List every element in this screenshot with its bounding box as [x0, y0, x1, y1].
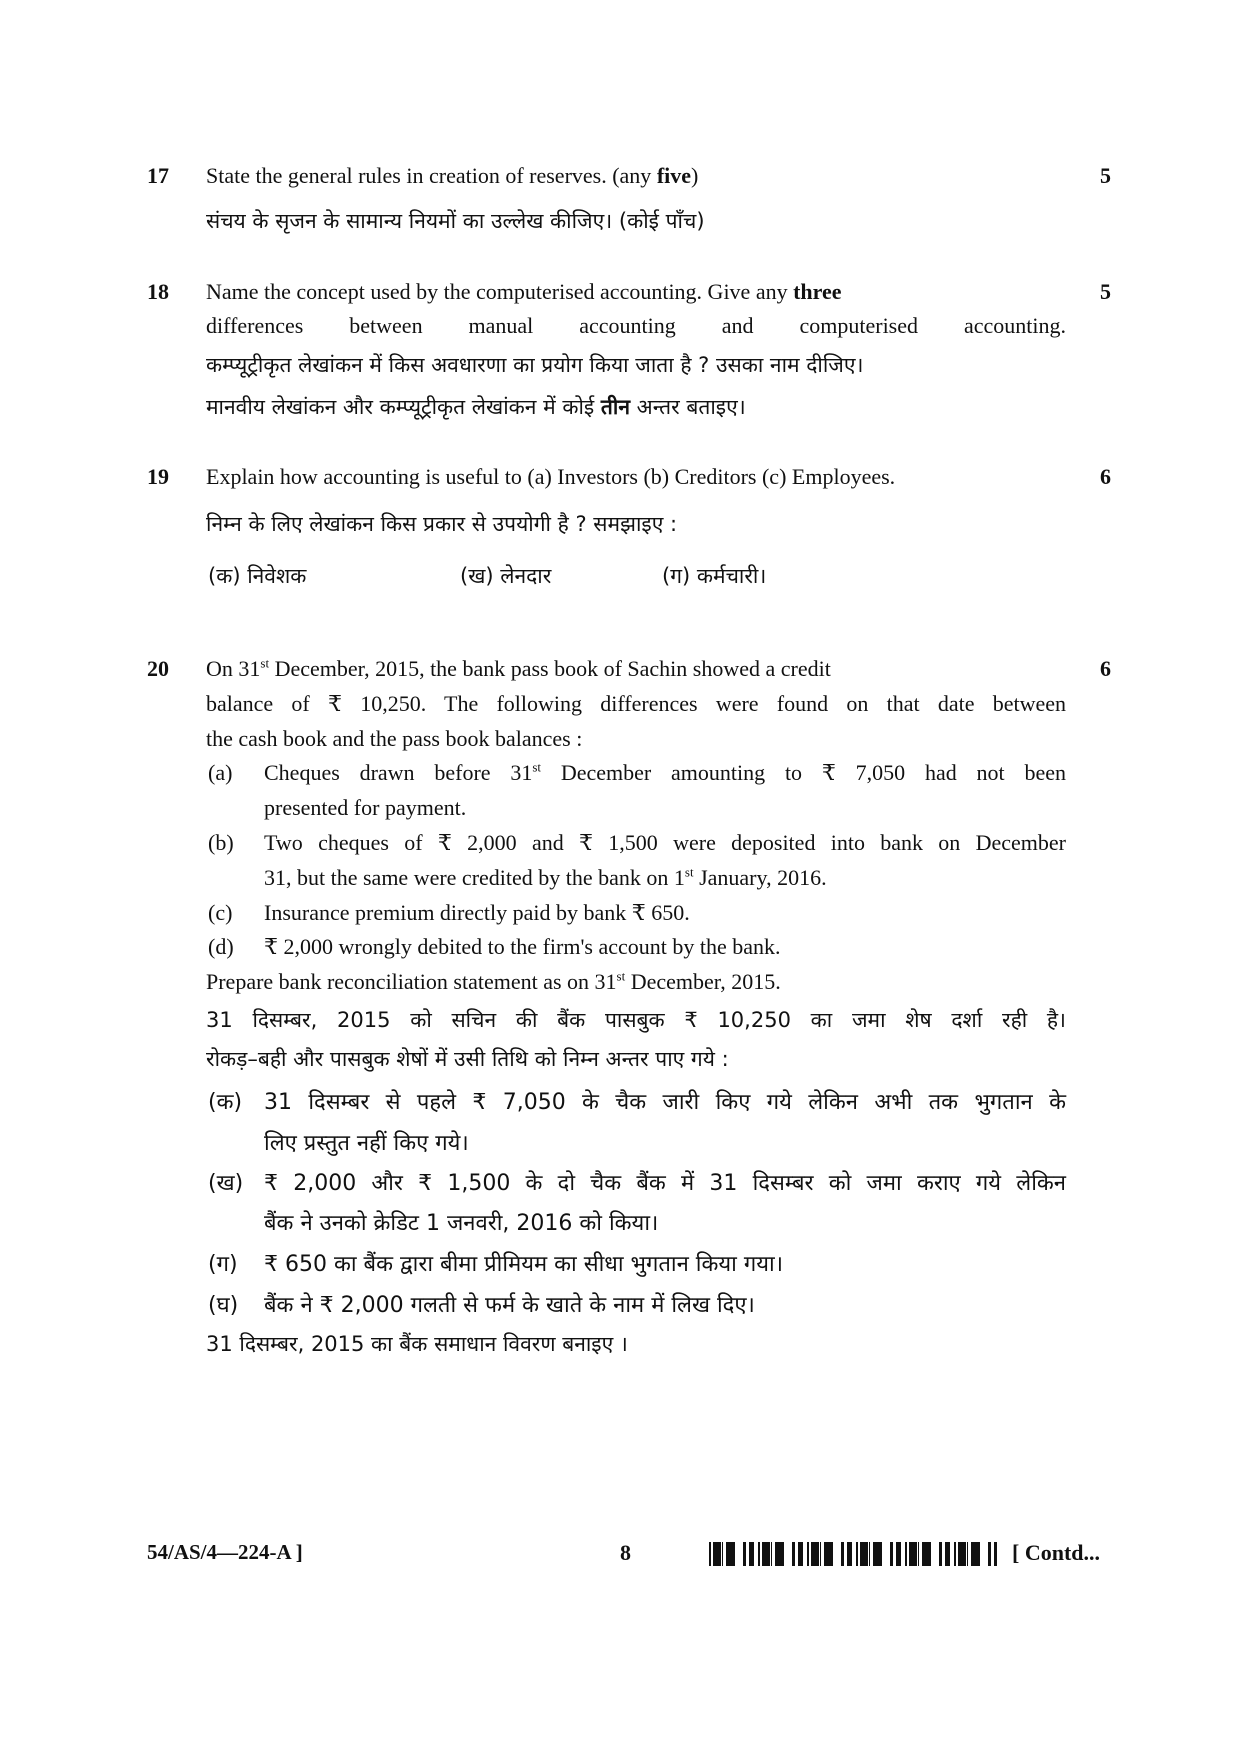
item-label: (d)	[208, 934, 234, 959]
question-text-en: State the general rules in creation of reserves. (any five)	[206, 163, 699, 188]
question-number: 20	[147, 656, 169, 681]
barcode-bar	[775, 1542, 777, 1566]
barcode-bar	[945, 1542, 948, 1566]
barcode-bar	[860, 1542, 863, 1566]
continued-label: [ Contd...	[1012, 1540, 1101, 1565]
barcode-bar	[847, 1542, 850, 1566]
barcode-bar	[863, 1542, 865, 1566]
barcode-bar	[912, 1542, 914, 1566]
question-text-en: On 31st December, 2015, the bank pass book of Sachin showed a credit	[206, 655, 831, 681]
barcode-bar	[814, 1542, 816, 1566]
barcode-bar	[975, 1542, 978, 1566]
barcode-bar	[733, 1542, 735, 1566]
barcode-bar	[722, 1542, 723, 1566]
barcode-bar	[963, 1542, 965, 1566]
barcode-bar	[782, 1542, 784, 1566]
barcode-bar	[988, 1542, 991, 1566]
question-text-hi: कम्प्यूट्रीकृत लेखांकन में किस अवधारणा का प्रयोग किया जाता है ? उसका नाम दीजिए।	[206, 353, 864, 377]
barcode-bar	[890, 1542, 893, 1566]
barcode-bar	[801, 1542, 803, 1566]
question-number: 17	[147, 163, 169, 188]
question-text-hi: संचय के सृजन के सामान्य नियमों का उल्लेख कीजिए। (कोई पाँच)	[206, 209, 705, 233]
barcode-bar	[926, 1542, 929, 1566]
barcode-bar	[831, 1542, 833, 1566]
paper-code: 54/AS/4—224-A ]	[147, 1540, 303, 1564]
barcode-bar	[749, 1542, 752, 1566]
question-marks: 6	[1100, 464, 1111, 489]
question-text-en: the cash book and the pass book balances :	[206, 726, 583, 751]
barcode-bar	[798, 1542, 801, 1566]
barcode-bar	[765, 1542, 767, 1566]
barcode-bar	[867, 1542, 868, 1566]
question-text-en: Name the concept used by the computerised accounting. Give any three	[206, 279, 842, 304]
barcode-bar	[752, 1542, 754, 1566]
item-text: ₹ 2,000 और ₹ 1,500 के दो चैक बैंक में 31 दिसम्बर को जमा कराए गये लेकिन	[264, 1171, 1066, 1196]
barcode-bar	[709, 1542, 711, 1566]
item-label: (b)	[208, 830, 234, 855]
barcode-bar	[877, 1542, 880, 1566]
barcode-bar	[905, 1542, 907, 1566]
barcode-bar	[758, 1542, 760, 1566]
option-a: (क) निवेशक	[208, 564, 307, 588]
barcode-bar	[730, 1542, 733, 1566]
item-label: (क)	[208, 1090, 243, 1115]
barcode-bar	[865, 1542, 867, 1566]
page-number: 8	[620, 1540, 631, 1565]
barcode-bar	[726, 1542, 728, 1566]
barcode-bar	[873, 1542, 875, 1566]
item-label: (a)	[208, 760, 233, 785]
barcode-bar	[841, 1542, 844, 1566]
item-label: (ग)	[208, 1252, 238, 1277]
barcode-bar	[767, 1542, 769, 1566]
barcode-icon	[707, 1542, 997, 1566]
barcode-bar	[899, 1542, 901, 1566]
barcode-bar	[948, 1542, 950, 1566]
barcode-bar	[954, 1542, 956, 1566]
barcode-bar	[924, 1542, 926, 1566]
item-text: ₹ 650 का बैंक द्वारा बीमा प्रीमियम का सीधा भुगतान किया गया।	[264, 1252, 784, 1277]
barcode-bar	[896, 1542, 899, 1566]
barcode-bar	[818, 1542, 819, 1566]
barcode-bar	[792, 1542, 795, 1566]
question-marks: 5	[1100, 279, 1111, 304]
barcode-bar	[777, 1542, 779, 1566]
barcode-bar	[762, 1542, 765, 1566]
barcode-bar	[718, 1542, 720, 1566]
page-footer	[0, 1540, 1241, 1580]
barcode-bar	[978, 1542, 980, 1566]
barcode-bar	[856, 1542, 858, 1566]
barcode-bar	[994, 1542, 997, 1566]
item-text: बैंक ने उनको क्रेडिट 1 जनवरी, 2016 को किया।	[264, 1211, 659, 1236]
barcode-bar	[875, 1542, 877, 1566]
question-text-hi: मानवीय लेखांकन और कम्प्यूट्रीकृत लेखांकन में कोई तीन अन्तर बताइए।	[206, 395, 746, 419]
barcode-bar	[728, 1542, 730, 1566]
question-text-en: differences between manual accounting and computerised accounting.	[206, 313, 1066, 338]
option-c: (ग) कर्मचारी।	[662, 564, 767, 588]
question-marks: 6	[1100, 656, 1111, 681]
barcode-bar	[967, 1542, 968, 1566]
item-text: Two cheques of ₹ 2,000 and ₹ 1,500 were deposited into bank on December	[264, 830, 1066, 855]
barcode-bar	[918, 1542, 919, 1566]
item-text: बैंक ने ₹ 2,000 गलती से फर्म के खाते के नाम में लिख दिए।	[264, 1293, 755, 1318]
question-number: 19	[147, 464, 169, 489]
barcode-bar	[922, 1542, 924, 1566]
barcode-bar	[807, 1542, 809, 1566]
barcode-bar	[971, 1542, 973, 1566]
barcode-bar	[914, 1542, 916, 1566]
barcode-bar	[811, 1542, 814, 1566]
barcode-bar	[958, 1542, 961, 1566]
instruction-en: Prepare bank reconciliation statement as on 31st December, 2015.	[206, 968, 781, 994]
item-text: लिए प्रस्तुत नहीं किए गये।	[264, 1131, 469, 1156]
barcode-bar	[869, 1542, 870, 1566]
barcode-bar	[771, 1542, 772, 1566]
item-text: presented for payment.	[264, 795, 467, 820]
barcode-bar	[824, 1542, 826, 1566]
option-b: (ख) लेनदार	[460, 564, 552, 588]
barcode-bar	[820, 1542, 821, 1566]
question-text-hi: 31 दिसम्बर, 2015 को सचिन की बैंक पासबुक ₹ 10,250 का जमा शेष दर्शा रही है।	[206, 1008, 1066, 1032]
barcode-bar	[880, 1542, 882, 1566]
item-text: ₹ 2,000 wrongly debited to the firm's account by the bank.	[264, 934, 781, 959]
question-text-en: Explain how accounting is useful to (a) Investors (b) Creditors (c) Employees.	[206, 464, 896, 489]
item-text: 31 दिसम्बर से पहले ₹ 7,050 के चैक जारी किए गये लेकिन अभी तक भुगतान के	[264, 1090, 1066, 1115]
barcode-bar	[850, 1542, 852, 1566]
item-text: Insurance premium directly paid by bank ₹ 650.	[264, 900, 690, 925]
barcode-bar	[939, 1542, 942, 1566]
question-number: 18	[147, 279, 169, 304]
question-marks: 5	[1100, 163, 1111, 188]
instruction-hi: 31 दिसम्बर, 2015 का बैंक समाधान विवरण बनाइए ।	[206, 1332, 628, 1356]
barcode-bar	[743, 1542, 746, 1566]
barcode-bar	[779, 1542, 782, 1566]
barcode-bar	[816, 1542, 818, 1566]
barcode-bar	[769, 1542, 770, 1566]
item-label: (घ)	[208, 1293, 239, 1318]
question-text-en: balance of ₹ 10,250. The following differences were found on that date between	[206, 691, 1066, 716]
barcode-bar	[916, 1542, 917, 1566]
item-label: (ख)	[208, 1171, 244, 1196]
barcode-bar	[713, 1542, 716, 1566]
barcode-bar	[929, 1542, 931, 1566]
barcode-bar	[965, 1542, 966, 1566]
barcode-bar	[716, 1542, 718, 1566]
question-text-hi: निम्न के लिए लेखांकन किस प्रकार से उपयोगी है ? समझाइए :	[206, 512, 678, 536]
barcode-bar	[961, 1542, 963, 1566]
question-text-hi: रोकड़–बही और पासबुक शेषों में उसी तिथि को निम्न अन्तर पाए गये :	[206, 1047, 729, 1071]
item-text: 31, but the same were credited by the bank on 1st January, 2016.	[264, 864, 827, 890]
item-text: Cheques drawn before 31st December amounting to ₹ 7,050 had not been	[264, 759, 1066, 785]
barcode-bar	[973, 1542, 975, 1566]
barcode-bar	[720, 1542, 721, 1566]
barcode-bar	[826, 1542, 828, 1566]
item-label: (c)	[208, 900, 233, 925]
barcode-bar	[909, 1542, 912, 1566]
barcode-bar	[828, 1542, 831, 1566]
